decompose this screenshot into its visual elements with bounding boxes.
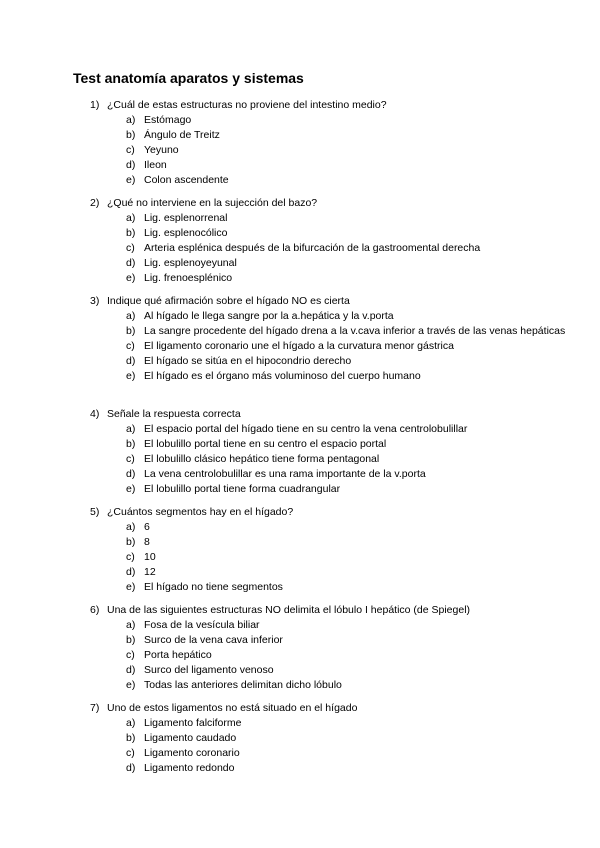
option-text: Surco de la vena cava inferior <box>144 634 283 646</box>
option-letter: c) <box>126 340 135 352</box>
option-letter: b) <box>126 438 136 450</box>
question-4 <box>90 407 570 497</box>
option-text: 6 <box>144 521 150 533</box>
option-letter: a) <box>126 521 136 533</box>
option-letter: b) <box>126 227 136 239</box>
question-text: Una de las siguientes estructuras NO delimita el lóbulo I hepático (de Spiegel) <box>107 604 471 616</box>
option-letter: a) <box>126 212 136 224</box>
option-letter: e) <box>126 581 136 593</box>
option-item <box>126 761 570 776</box>
option-text: La sangre procedente del hígado drena a la v.cava inferior a través de las venas hepáticas <box>144 325 566 337</box>
question-5 <box>90 505 570 595</box>
option-item <box>126 309 570 324</box>
option-text: Yeyuno <box>144 144 179 156</box>
option-letter: c) <box>126 551 135 563</box>
option-text: Colon ascendente <box>144 174 229 186</box>
option-text: El lobulillo portal tiene forma cuadrangular <box>144 483 341 495</box>
option-text: El lobulillo portal tiene en su centro el espacio portal <box>144 438 387 450</box>
question-number: 6) <box>90 604 100 616</box>
option-letter: c) <box>126 242 135 254</box>
option-letter: b) <box>126 732 136 744</box>
option-text: Estómago <box>144 114 192 126</box>
option-letter: a) <box>126 717 136 729</box>
option-text: El ligamento coronario une el hígado a la curvatura menor gástrica <box>144 340 454 352</box>
option-item <box>126 226 570 241</box>
option-item <box>126 241 570 256</box>
option-letter: a) <box>126 310 136 322</box>
option-item <box>126 716 570 731</box>
option-item <box>126 482 570 497</box>
question-number: 3) <box>90 295 100 307</box>
question-text: Indique qué afirmación sobre el hígado NO es cierta <box>107 295 350 307</box>
option-letter: e) <box>126 174 136 186</box>
option-item <box>126 618 570 633</box>
option-letter: a) <box>126 619 136 631</box>
option-item <box>126 113 570 128</box>
option-letter: d) <box>126 566 136 578</box>
question-text: ¿Cuál de estas estructuras no proviene del intestino medio? <box>107 99 387 111</box>
option-item <box>126 211 570 226</box>
option-text: El hígado es el órgano más voluminoso del cuerpo humano <box>144 370 421 382</box>
option-item <box>126 354 570 369</box>
option-item <box>126 339 570 354</box>
option-item <box>126 128 570 143</box>
option-item <box>126 437 570 452</box>
option-text: Ángulo de Treitz <box>144 129 220 141</box>
option-text: El espacio portal del hígado tiene en su centro la vena centrolobulillar <box>144 423 468 435</box>
option-text: Lig. esplenorrenal <box>144 212 228 224</box>
option-text: Ileon <box>144 159 167 171</box>
option-item <box>126 633 570 648</box>
question-number: 2) <box>90 197 100 209</box>
question-number: 1) <box>90 99 100 111</box>
option-text: Fosa de la vesícula biliar <box>144 619 260 631</box>
option-item <box>126 452 570 467</box>
question-6 <box>90 603 570 693</box>
option-text: Porta hepático <box>144 649 212 661</box>
option-item <box>126 746 570 761</box>
option-item <box>126 256 570 271</box>
page-title: Test anatomía aparatos y sistemas <box>73 70 304 86</box>
option-text: El lobulillo clásico hepático tiene forma pentagonal <box>144 453 380 465</box>
question-2 <box>90 196 570 286</box>
option-text: El hígado no tiene segmentos <box>144 581 283 593</box>
option-letter: e) <box>126 370 136 382</box>
option-item <box>126 565 570 580</box>
option-item <box>126 271 570 286</box>
option-letter: c) <box>126 144 135 156</box>
option-letter: b) <box>126 536 136 548</box>
option-letter: c) <box>126 747 135 759</box>
option-text: Al hígado le llega sangre por la a.hepática y la v.porta <box>144 310 394 322</box>
option-item <box>126 535 570 550</box>
option-item <box>126 158 570 173</box>
option-text: La vena centrolobulillar es una rama importante de la v.porta <box>144 468 426 480</box>
option-letter: b) <box>126 129 136 141</box>
question-3 <box>90 294 570 384</box>
option-text: 8 <box>144 536 150 548</box>
question-number: 7) <box>90 702 100 714</box>
question-1 <box>90 98 570 188</box>
question-number: 4) <box>90 408 100 420</box>
option-letter: b) <box>126 325 136 337</box>
option-text: Lig. esplenocólico <box>144 227 228 239</box>
option-text: Ligamento caudado <box>144 732 237 744</box>
option-item <box>126 369 570 384</box>
option-letter: d) <box>126 664 136 676</box>
option-text: Todas las anteriores delimitan dicho lóbulo <box>144 679 342 691</box>
option-text: Surco del ligamento venoso <box>144 664 274 676</box>
question-number: 5) <box>90 506 100 518</box>
option-letter: d) <box>126 355 136 367</box>
option-item <box>126 324 570 339</box>
option-item <box>126 467 570 482</box>
option-text: Ligamento redondo <box>144 762 235 774</box>
option-text: 10 <box>144 551 156 563</box>
option-letter: e) <box>126 679 136 691</box>
option-text: El hígado se sitúa en el hipocondrio derecho <box>144 355 352 367</box>
option-text: Arteria esplénica después de la bifurcación de la gastroomental derecha <box>144 242 481 254</box>
option-letter: d) <box>126 257 136 269</box>
option-item <box>126 678 570 693</box>
option-letter: d) <box>126 468 136 480</box>
option-text: Ligamento falciforme <box>144 717 242 729</box>
question-7 <box>90 701 570 776</box>
option-text: Lig. frenoesplénico <box>144 272 233 284</box>
question-text: ¿Cuántos segmentos hay en el hígado? <box>107 506 294 518</box>
question-text: Señale la respuesta correcta <box>107 408 241 420</box>
question-text: ¿Qué no interviene en la sujección del bazo? <box>107 197 318 209</box>
option-item <box>126 550 570 565</box>
option-letter: a) <box>126 114 136 126</box>
option-text: 12 <box>144 566 156 578</box>
option-item <box>126 173 570 188</box>
option-letter: c) <box>126 453 135 465</box>
option-item <box>126 663 570 678</box>
option-letter: b) <box>126 634 136 646</box>
option-text: Ligamento coronario <box>144 747 240 759</box>
option-letter: e) <box>126 272 136 284</box>
option-item <box>126 648 570 663</box>
option-letter: e) <box>126 483 136 495</box>
option-letter: d) <box>126 762 136 774</box>
option-item <box>126 520 570 535</box>
option-item <box>126 422 570 437</box>
option-item <box>126 731 570 746</box>
question-text: Uno de estos ligamentos no está situado en el hígado <box>107 702 358 714</box>
option-text: Lig. esplenoyeyunal <box>144 257 237 269</box>
option-letter: d) <box>126 159 136 171</box>
option-item <box>126 580 570 595</box>
option-letter: c) <box>126 649 135 661</box>
option-item <box>126 143 570 158</box>
option-letter: a) <box>126 423 136 435</box>
